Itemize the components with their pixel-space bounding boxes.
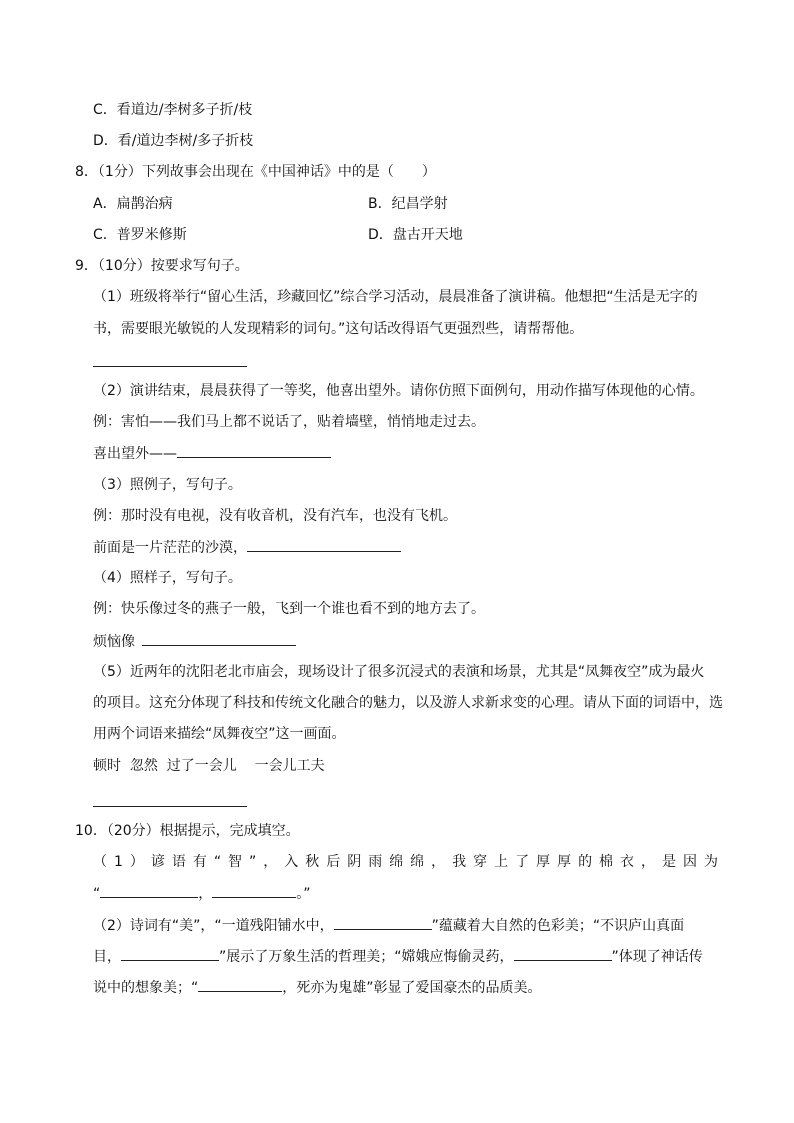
q9-p1-line1: （1）班级将举行“留心生活，珍藏回忆”综合学习活动，晨晨准备了演讲稿。他想把“生活是无字的 [93, 289, 698, 305]
q9-p3-prompt: 前面是一片茫茫的沙漠， [93, 540, 247, 556]
q9-p2-line1: （2）演讲结束，晨晨获得了一等奖，他喜出望外。请你仿照下面例句，用动作描写体现他的心情。 [93, 383, 704, 399]
q10-p2-blank-1[interactable] [334, 915, 432, 930]
q10-p2-blank-2[interactable] [121, 946, 219, 961]
q10-p1-blank-2[interactable] [212, 883, 296, 898]
q10-p2-seg2: ”蕴藏着大自然的色彩美；“不识庐山真面 [431, 918, 685, 934]
q8-option-c: C．普罗米修斯 [93, 227, 187, 243]
q8-option-a: A．扁鹊治病 [93, 196, 173, 212]
q9-p1-line2: 书，需要眼光敏锐的人发现精彩的词句。”这句话改得语气更强烈些，请帮帮他。 [93, 321, 584, 337]
q9-p1-answer-line[interactable] [93, 366, 247, 367]
q9-p5-line3: 用两个词语来描绘“凤舞夜空”这一画面。 [93, 726, 346, 742]
q9-p3-line1: （3）照例子，写句子。 [93, 477, 242, 493]
q9-p3-prompt-line [93, 537, 401, 558]
q9-p4-line1: （4）照样子，写句子。 [93, 570, 242, 586]
q10-p2-seg6: 说中的想象美；“ [93, 980, 199, 996]
q10-p2-seg3: 目， [93, 949, 121, 965]
q10-p2-line2 [93, 946, 703, 967]
q10-p2-line1 [93, 915, 684, 936]
q9-p5-line2: 的项目。这充分体现了科技和传统文化融合的魅力，以及游人求新求变的心理。请从下面的词语中，选 [93, 695, 723, 711]
q9-p5-line1: （5）近两年的沈阳老北市庙会，现场设计了很多沉浸式的表演和场景，尤其是“凤舞夜空”成为最火 [93, 664, 705, 680]
q10-p1-comma: ， [198, 886, 213, 902]
q9-p4-answer-blank[interactable] [142, 631, 296, 646]
q9-p4-prompt-line [93, 631, 296, 652]
q10-p2-blank-3[interactable] [514, 946, 612, 961]
q9-p5-word-bank: 顿时 忽然 过了一会儿 一会儿工夫 [93, 758, 325, 774]
q9-stem: 9．（10分）按要求写句子。 [75, 258, 249, 274]
q10-p2-blank-4[interactable] [198, 977, 282, 992]
q10-p2-seg4: ”展示了万象生活的哲理美；“嫦娥应悔偷灵药， [219, 949, 514, 965]
q9-p2-prompt-line [93, 443, 331, 464]
q10-p2-seg1: （2）诗词有“美”，“一道残阳铺水中， [93, 918, 334, 934]
q9-p3-answer-blank[interactable] [247, 537, 401, 552]
q9-p5-answer-line[interactable] [93, 806, 247, 807]
q10-p1-end: 。” [296, 886, 311, 902]
q7-option-c: C．看道边/李树多子折/枝 [93, 102, 253, 118]
q9-p3-example: 例：那时没有电视，没有收音机，没有汽车，也没有飞机。 [93, 508, 457, 524]
q10-p2-seg7: ，死亦为鬼雄”彰显了爱国豪杰的品质美。 [282, 980, 542, 996]
q9-p2-answer-blank[interactable] [177, 443, 331, 458]
q9-p4-prompt: 烦恼像 [93, 634, 135, 650]
q10-p1-line1: （1）谚语有“智”，入秋后阴雨绵绵，我穿上了厚厚的棉衣，是因为 [93, 854, 718, 870]
q9-p4-example: 例：快乐像过冬的燕子一般，飞到一个谁也看不到的地方去了。 [93, 601, 485, 617]
q8-stem: 8．（1分）下列故事会出现在《中国神话》中的是（ ） [75, 164, 436, 180]
q8-option-d: D．盘古开天地 [368, 227, 463, 243]
q10-p2-line3 [93, 977, 542, 998]
q10-p1-line2 [93, 883, 311, 904]
q8-option-b: B．纪昌学射 [368, 196, 448, 212]
q10-p2-seg5: ”体现了神话传 [611, 949, 703, 965]
q10-p1-blank-1[interactable] [100, 883, 198, 898]
q9-p2-example: 例：害怕——我们马上都不说话了，贴着墙壁，悄悄地走过去。 [93, 414, 485, 430]
q9-p2-prompt: 喜出望外—— [93, 446, 177, 462]
q10-p1-open-quote: “ [93, 886, 101, 902]
q7-option-d: D．看/道边李树/多子折枝 [93, 133, 254, 149]
q10-stem: 10．（20分）根据提示，完成填空。 [75, 823, 300, 839]
